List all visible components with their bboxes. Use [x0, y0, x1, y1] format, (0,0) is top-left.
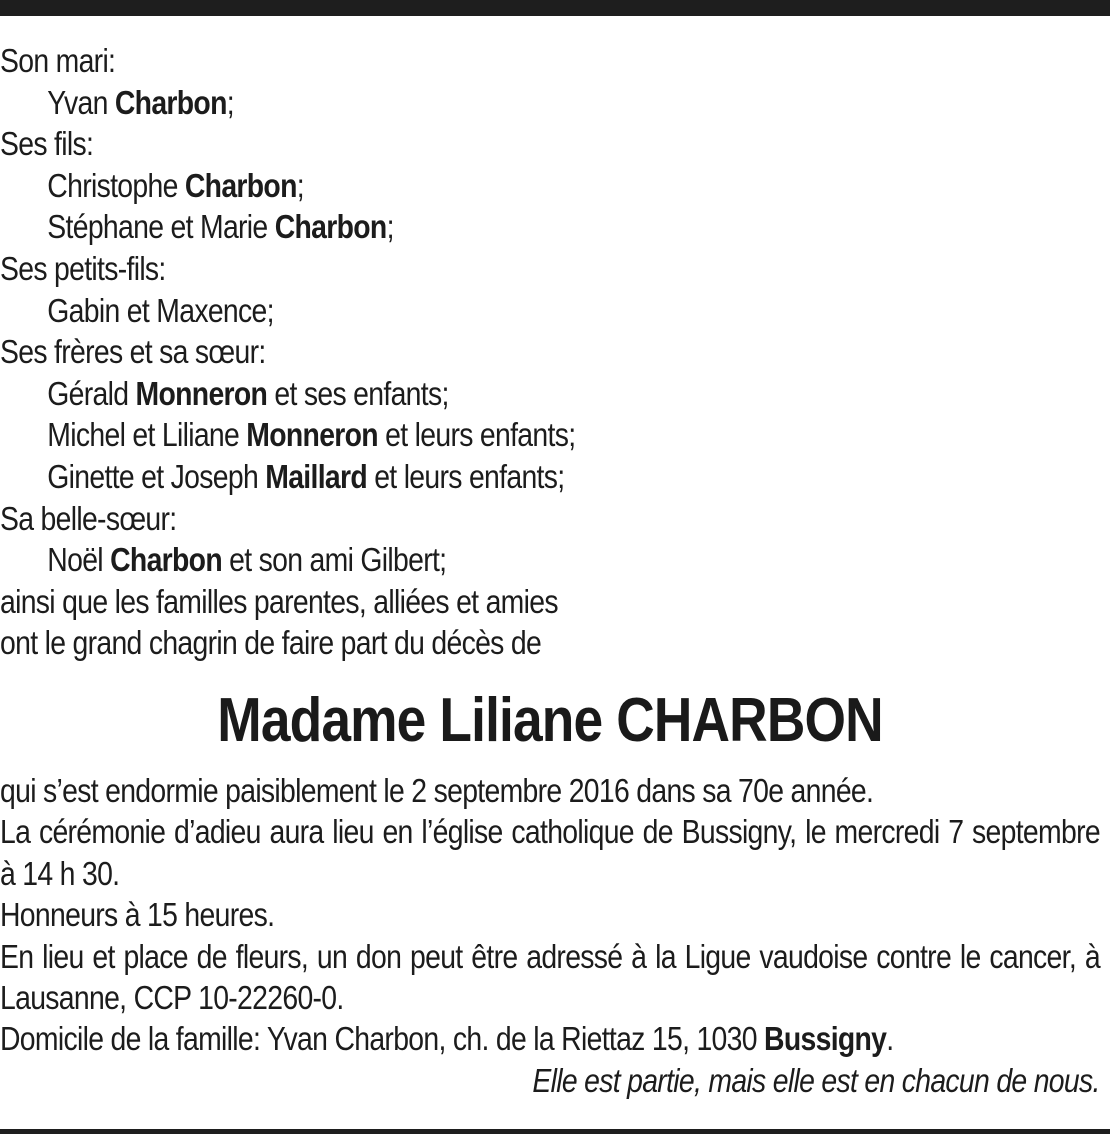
family-list: [0, 40, 1100, 664]
member-suffix: et son ami Gilbert;: [221, 541, 447, 579]
member-surname: Monneron: [246, 416, 378, 454]
family-member: [0, 373, 946, 415]
family-group-label: Ses frères et sa sœur:: [0, 333, 266, 371]
family-group-label: Ses fils:: [0, 125, 94, 163]
domicile-town: Bussigny: [764, 1020, 887, 1058]
announcement-paragraph: qui s’est endormie paisiblement le 2 septembre 2016 dans sa 70e année.: [0, 771, 874, 809]
member-surname: Charbon: [184, 166, 297, 204]
member-name: Gérald: [47, 374, 136, 412]
member-suffix: et ses enfants;: [267, 374, 449, 412]
bottom-rule: [0, 1129, 1110, 1134]
intro-line: ainsi que les familles parentes, alliées et amies: [0, 582, 558, 620]
member-suffix: et leurs enfants;: [377, 416, 576, 454]
domicile-line: [0, 1018, 1100, 1059]
member-suffix: ;: [226, 83, 234, 121]
member-name: Gabin et Maxence;: [47, 291, 274, 329]
closing-quote: [0, 1060, 1100, 1102]
intro-line: ont le grand chagrin de faire part du décès de: [0, 624, 542, 662]
member-surname: Charbon: [114, 83, 227, 121]
member-name: Noël: [47, 541, 111, 579]
family-member: [0, 414, 946, 456]
domicile-text: Domicile de la famille: Yvan Charbon, ch. de la Riettaz 15, 1030: [0, 1020, 765, 1058]
announcement-paragraph: Honneurs à 15 heures.: [0, 896, 275, 934]
member-suffix: ;: [296, 166, 304, 204]
announcement-body: [0, 770, 1100, 1060]
domicile-suffix: .: [886, 1020, 894, 1058]
member-suffix: ;: [386, 208, 394, 246]
family-member: [0, 165, 946, 207]
obituary-notice: [0, 40, 1100, 1102]
family-group-label: Sa belle-sœur:: [0, 499, 177, 537]
announcement-paragraph: En lieu et place de fleurs, un don peut être adressé à la Ligue vaudoise contre le cancer, à Lausanne, CCP 10-22260-0.: [0, 937, 1100, 1016]
deceased-name: Madame Liliane CHARBON: [217, 685, 883, 755]
family-member: [0, 82, 946, 124]
member-suffix: et leurs enfants;: [367, 457, 565, 495]
family-member: [0, 290, 946, 332]
member-name: Yvan: [47, 83, 115, 121]
family-group-label: Ses petits-fils:: [0, 249, 166, 287]
member-surname: Maillard: [265, 457, 368, 495]
closing-text: Elle est partie, mais elle est en chacun de nous.: [532, 1061, 1100, 1099]
announcement-paragraph: La cérémonie d’adieu aura lieu en l’église catholique de Bussigny, le mercredi 7 septembre à 14 h 30.: [0, 813, 1100, 892]
member-surname: Monneron: [135, 374, 268, 412]
top-rule: [0, 0, 1110, 16]
member-name: Ginette et Joseph: [47, 457, 266, 495]
member-name: Michel et Liliane: [47, 416, 247, 454]
family-member: [0, 456, 946, 498]
member-name: Stéphane et Marie: [47, 208, 275, 246]
member-surname: Charbon: [274, 208, 387, 246]
family-member: [0, 539, 946, 581]
member-name: Christophe: [47, 166, 185, 204]
member-surname: Charbon: [110, 541, 222, 579]
family-group-label: Son mari:: [0, 42, 116, 79]
family-member: [0, 206, 946, 248]
